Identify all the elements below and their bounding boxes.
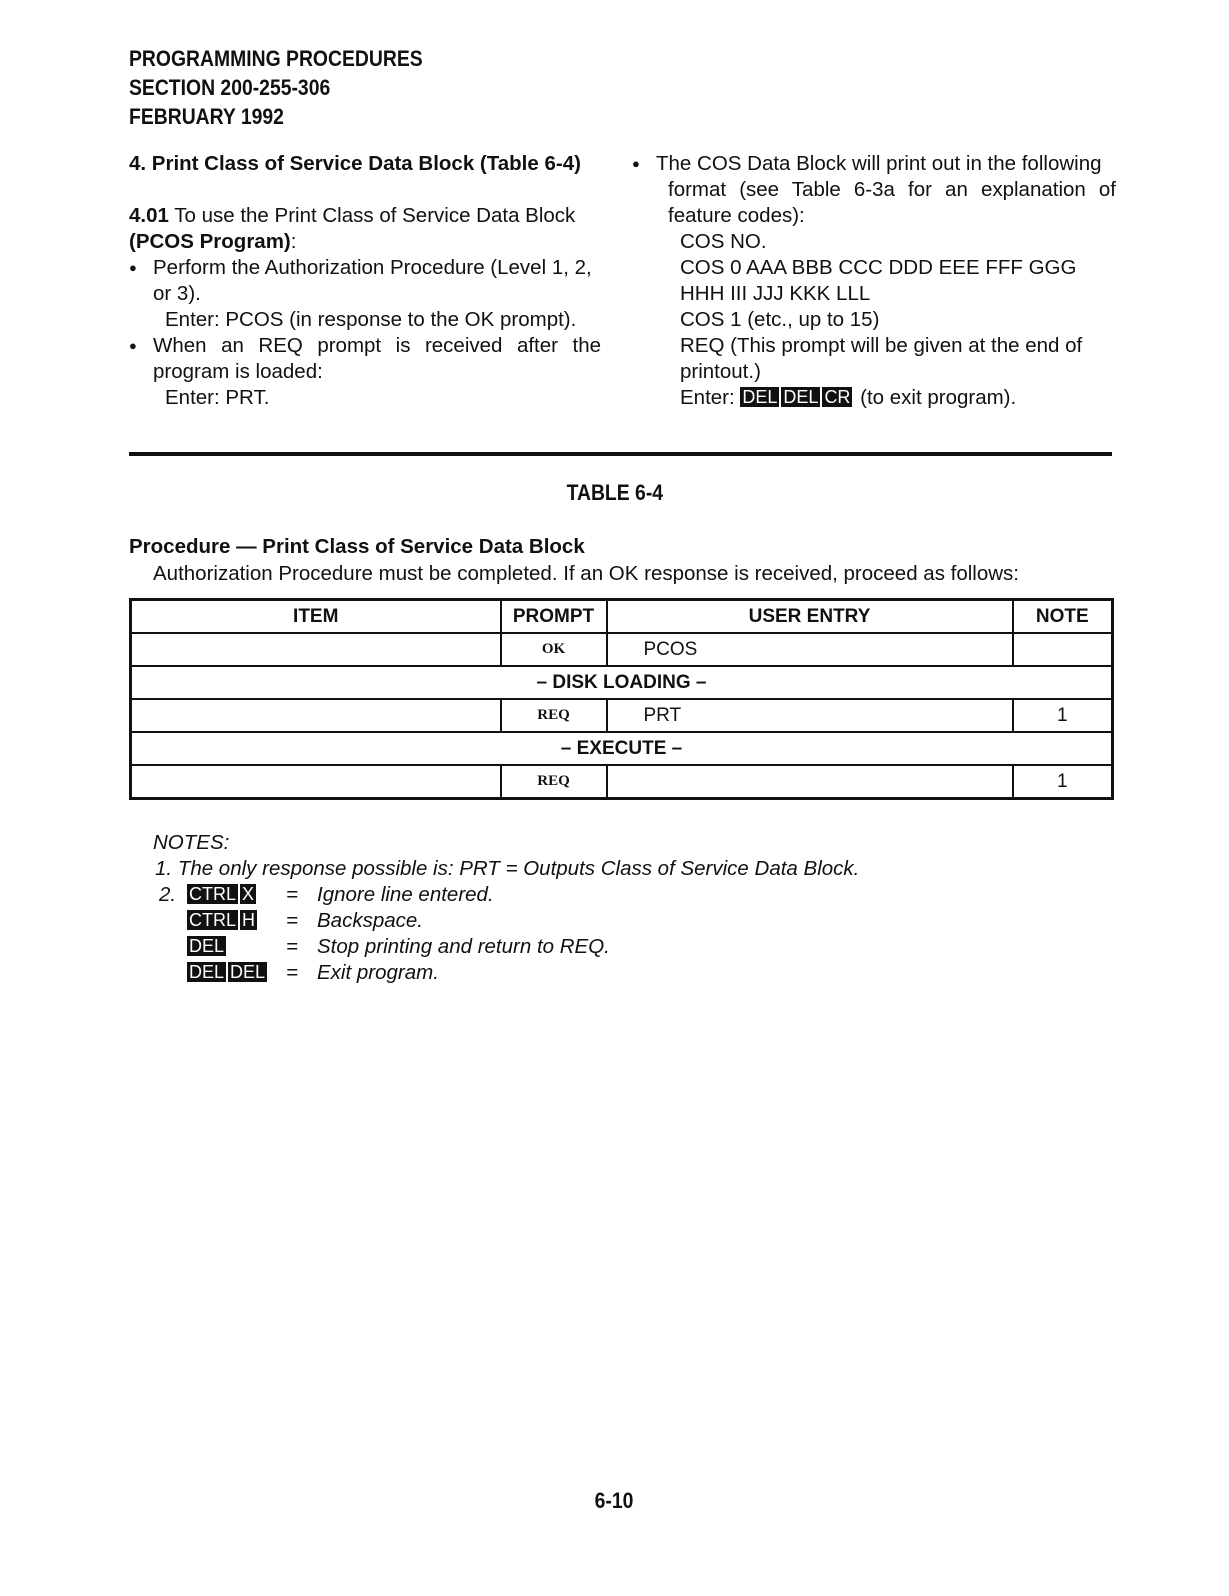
enter-instruction: Enter: PCOS (in response to the OK prompt). [165, 308, 577, 331]
col-header-prompt: PROMPT [501, 600, 607, 634]
format-line: COS 0 AAA BBB CCC DDD EEE FFF GGG [680, 256, 1077, 279]
col-header-item: ITEM [131, 600, 501, 634]
ctrl-key: CTRL [189, 884, 237, 904]
horizontal-rule [129, 452, 1112, 456]
item-cell [131, 699, 501, 732]
bullet-item: ● The COS Data Block will print out in the following [632, 151, 1116, 177]
h-key: H [242, 910, 256, 930]
enter-instruction: Enter: DEL DEL CR (to exit program). [680, 386, 1017, 409]
section-heading: 4. Print Class of Service Data Block (Table 6-4) [129, 152, 581, 175]
table-section-row [131, 666, 1113, 699]
running-header [129, 44, 423, 131]
prompt-cell: REQ [501, 699, 607, 732]
notes-section [153, 830, 859, 986]
header-line-3: FEBRUARY 1992 [129, 104, 284, 129]
del-key: DEL [230, 962, 266, 982]
format-line: HHH III JJJ KKK LLL [680, 282, 871, 305]
format-line: REQ (This prompt will be given at the end of [680, 334, 1083, 357]
program-name: (PCOS Program) [129, 230, 291, 253]
table-section-row [131, 732, 1113, 765]
header-line-2: SECTION 200-255-306 [129, 75, 331, 100]
note-1: 1. The only response possible is: PRT = Outputs Class of Service Data Block. [155, 857, 860, 880]
bullet-item: ● When an REQ prompt is received after the [129, 333, 601, 359]
section-label: – DISK LOADING – [131, 666, 1113, 699]
page-number: 6-10 [595, 1488, 634, 1513]
note-2-row: 2. CTRL X = Ignore line entered. [159, 883, 494, 906]
left-column: 4. Print Class of Service Data Block (Table 6-4) 4.01 To use the Print Class of Service Data Block (PCOS Program): ● Perform the Authorization Procedure (Level 1, 2, or 3). Enter: PCOS (in response to the OK prompt). ● When an REQ prompt is received after the program is loaded: Enter: PRT. [129, 151, 601, 411]
prompt-cell: REQ [501, 765, 607, 799]
note-cell [1013, 633, 1113, 666]
notes-title: NOTES: [153, 831, 230, 854]
right-column: ● The COS Data Block will print out in the following format (see Table 6-3a for an explanation of feature codes): COS NO. COS 0 AAA BBB CCC DDD EEE FFF GGG HHH III JJJ KKK LLL COS 1 (etc., up to 15) REQ (This prompt will be given at the end of printout.) Enter: DEL DEL CR (to exit program). [632, 151, 1116, 411]
table-header-row [131, 600, 1113, 634]
procedure-title: Procedure — Print Class of Service Data Block [129, 535, 585, 558]
note-key-row: CTRL H = Backspace. [189, 909, 423, 932]
note-cell: 1 [1013, 699, 1113, 732]
x-key: X [242, 884, 255, 904]
cr-key: CR [824, 387, 851, 407]
section-label: – EXECUTE – [131, 732, 1113, 765]
paragraph-number: 4.01 [129, 204, 169, 227]
del-key: DEL [189, 962, 225, 982]
del-key: DEL [189, 936, 225, 956]
paragraph-4-01-cont: (PCOS Program): [129, 230, 297, 253]
user-entry-cell: PCOS [607, 633, 1013, 666]
del-key: DEL [742, 387, 778, 407]
paragraph-4-01: 4.01 To use the Print Class of Service Data Block [129, 204, 576, 227]
bullet-item: ● Perform the Authorization Procedure (Level 1, 2, [129, 255, 601, 281]
user-entry-cell [607, 765, 1013, 799]
header-line-1: PROGRAMMING PROCEDURES [129, 46, 423, 71]
col-header-user-entry: USER ENTRY [607, 600, 1013, 634]
note-cell: 1 [1013, 765, 1113, 799]
item-cell [131, 765, 501, 799]
table-title: TABLE 6-4 [566, 480, 663, 505]
format-line: printout.) [680, 360, 761, 383]
authorization-text: Authorization Procedure must be completed. If an OK response is received, proceed as follows: [153, 562, 1020, 585]
procedure-table [129, 598, 1114, 800]
del-key: DEL [783, 387, 819, 407]
user-entry-cell: PRT [607, 699, 1013, 732]
note-key-row: DEL = Stop printing and return to REQ. [189, 935, 610, 958]
format-line: COS NO. [680, 230, 767, 253]
prompt-cell: OK [501, 633, 607, 666]
format-line: COS 1 (etc., up to 15) [680, 308, 880, 331]
ctrl-key: CTRL [189, 910, 237, 930]
enter-instruction: Enter: PRT. [165, 386, 270, 409]
item-cell [131, 633, 501, 666]
table-row [131, 765, 1113, 799]
table-row [131, 633, 1113, 666]
note-key-row: DEL DEL = Exit program. [189, 961, 439, 984]
table-row [131, 699, 1113, 732]
col-header-note: NOTE [1013, 600, 1113, 634]
